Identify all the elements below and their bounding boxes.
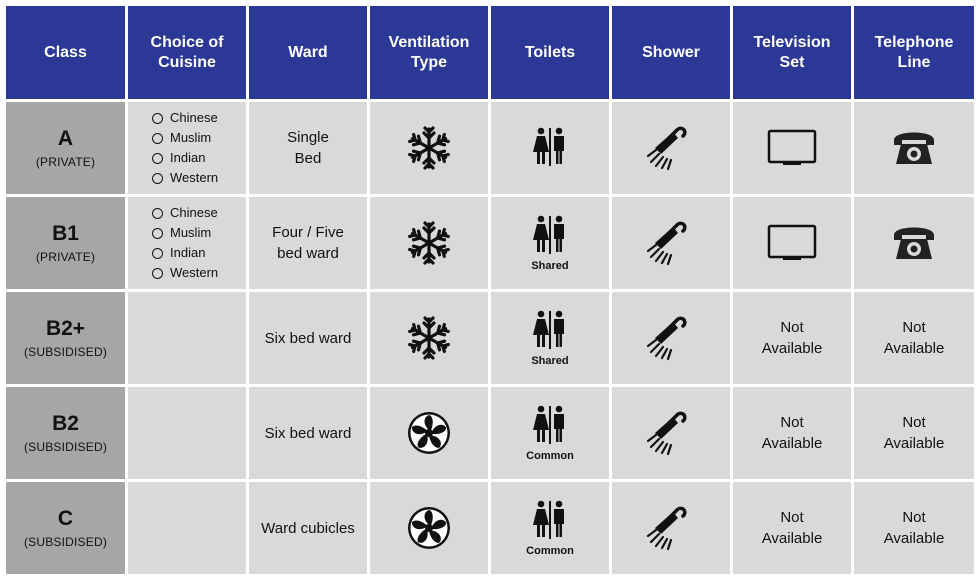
ward-text: Six bed ward: [264, 424, 352, 442]
class-name: C: [57, 507, 74, 530]
telephone-cell: [854, 387, 974, 479]
toilet-cell: [491, 197, 609, 289]
fan-icon: [404, 503, 454, 553]
cuisine-label: Chinese: [170, 205, 218, 220]
ventilation-cell: [370, 102, 488, 194]
phone-availability: Not Available: [883, 509, 945, 547]
cuisine-label: Indian: [170, 150, 206, 165]
snowflake-icon: [404, 123, 454, 173]
ward-cell: [249, 197, 367, 289]
phone-availability: Not Available: [883, 414, 945, 452]
television-cell: [733, 292, 851, 384]
ward-text: Four / Five bed ward: [272, 224, 344, 262]
header-ward-label: Ward: [288, 43, 328, 61]
television-cell: [733, 102, 851, 194]
class-type: (SUBSIDISED): [23, 535, 108, 549]
table-row-class: [6, 482, 125, 574]
toilet-icon: [525, 125, 575, 171]
table-body: [6, 6, 974, 574]
cuisine-label: Chinese: [170, 110, 218, 125]
toilet-label: Shared: [531, 355, 569, 367]
cuisine-options: [128, 197, 246, 289]
cuisine-option[interactable]: [152, 148, 205, 168]
ward-cell: [249, 482, 367, 574]
radio-icon: [152, 173, 163, 184]
phone-availability: Not Available: [883, 319, 945, 357]
radio-icon: [152, 133, 163, 144]
ward-cell: [249, 292, 367, 384]
ward-cell: [249, 102, 367, 194]
snowflake-icon: [404, 313, 454, 363]
class-type: (PRIVATE): [35, 155, 96, 169]
telephone-cell: [854, 197, 974, 289]
tv-availability: Not Available: [761, 319, 823, 357]
ventilation-cell: [370, 387, 488, 479]
ventilation-cell: [370, 197, 488, 289]
shower-icon: [646, 503, 696, 553]
television-cell: [733, 387, 851, 479]
ward-text: Six bed ward: [264, 329, 352, 347]
header-shower-label: Shower: [642, 43, 700, 61]
tv-availability: Not Available: [761, 509, 823, 547]
table-row-class: [6, 197, 125, 289]
radio-icon: [152, 153, 163, 164]
fan-icon: [404, 408, 454, 458]
cuisine-label: Muslim: [170, 130, 212, 145]
television-icon: [766, 223, 818, 263]
toilet-icon: [525, 403, 575, 449]
shower-icon: [646, 218, 696, 268]
class-type: (SUBSIDISED): [23, 440, 108, 454]
ventilation-cell: [370, 292, 488, 384]
shower-icon: [646, 313, 696, 363]
cuisine-cell-empty: [128, 292, 246, 384]
cuisine-options: [128, 102, 246, 194]
tv-availability: Not Available: [761, 414, 823, 452]
snowflake-icon: [404, 218, 454, 268]
toilet-cell: [491, 102, 609, 194]
television-cell: [733, 197, 851, 289]
class-name: B2: [52, 412, 79, 435]
cuisine-option[interactable]: [152, 168, 218, 188]
cuisine-option[interactable]: [152, 108, 218, 128]
telephone-cell: [854, 482, 974, 574]
radio-icon: [152, 248, 163, 259]
header-cuisine-label: Choice of Cuisine: [150, 33, 224, 71]
radio-icon: [152, 228, 163, 239]
cuisine-option[interactable]: [152, 223, 211, 243]
toilet-label: Common: [526, 545, 574, 557]
header-telephone-label: Telephone Line: [874, 33, 954, 71]
radio-icon: [152, 268, 163, 279]
cuisine-label: Muslim: [170, 225, 212, 240]
television-cell: [733, 482, 851, 574]
table-row-class: [6, 102, 125, 194]
radio-icon: [152, 208, 163, 219]
telephone-icon: [891, 128, 937, 168]
cuisine-option[interactable]: [152, 263, 218, 283]
telephone-cell: [854, 102, 974, 194]
telephone-icon: [891, 223, 937, 263]
telephone-cell: [854, 292, 974, 384]
class-name: B1: [52, 222, 79, 245]
ward-text: Single Bed: [287, 129, 329, 167]
toilet-cell: [491, 482, 609, 574]
toilet-icon: [525, 498, 575, 544]
cuisine-option[interactable]: [152, 243, 205, 263]
cuisine-option[interactable]: [152, 128, 211, 148]
toilet-cell: [491, 387, 609, 479]
shower-cell: [612, 292, 730, 384]
shower-cell: [612, 197, 730, 289]
ventilation-cell: [370, 482, 488, 574]
toilet-label: Shared: [531, 260, 569, 272]
cuisine-label: Indian: [170, 245, 206, 260]
shower-icon: [646, 408, 696, 458]
cuisine-cell-empty: [128, 387, 246, 479]
toilet-label: Common: [526, 450, 574, 462]
toilet-icon: [525, 213, 575, 259]
class-name: A: [57, 127, 74, 150]
ward-text: Ward cubicles: [261, 519, 355, 537]
class-type: (SUBSIDISED): [23, 345, 108, 359]
header-toilets-label: Toilets: [524, 43, 576, 61]
class-type: (PRIVATE): [35, 250, 96, 264]
header-ventilation-label: Ventilation Type: [388, 33, 470, 71]
cuisine-option[interactable]: [152, 203, 218, 223]
radio-icon: [152, 113, 163, 124]
table-row-class: [6, 387, 125, 479]
toilet-icon: [525, 308, 575, 354]
shower-icon: [646, 123, 696, 173]
shower-cell: [612, 387, 730, 479]
cuisine-label: Western: [170, 265, 219, 280]
cuisine-cell-empty: [128, 482, 246, 574]
shower-cell: [612, 482, 730, 574]
television-icon: [766, 128, 818, 168]
class-name: B2+: [45, 317, 86, 340]
table-row-class: [6, 292, 125, 384]
header-television-label: Television Set: [753, 33, 831, 71]
toilet-cell: [491, 292, 609, 384]
shower-cell: [612, 102, 730, 194]
header-class-label: Class: [44, 43, 87, 61]
ward-cell: [249, 387, 367, 479]
cuisine-label: Western: [170, 170, 219, 185]
